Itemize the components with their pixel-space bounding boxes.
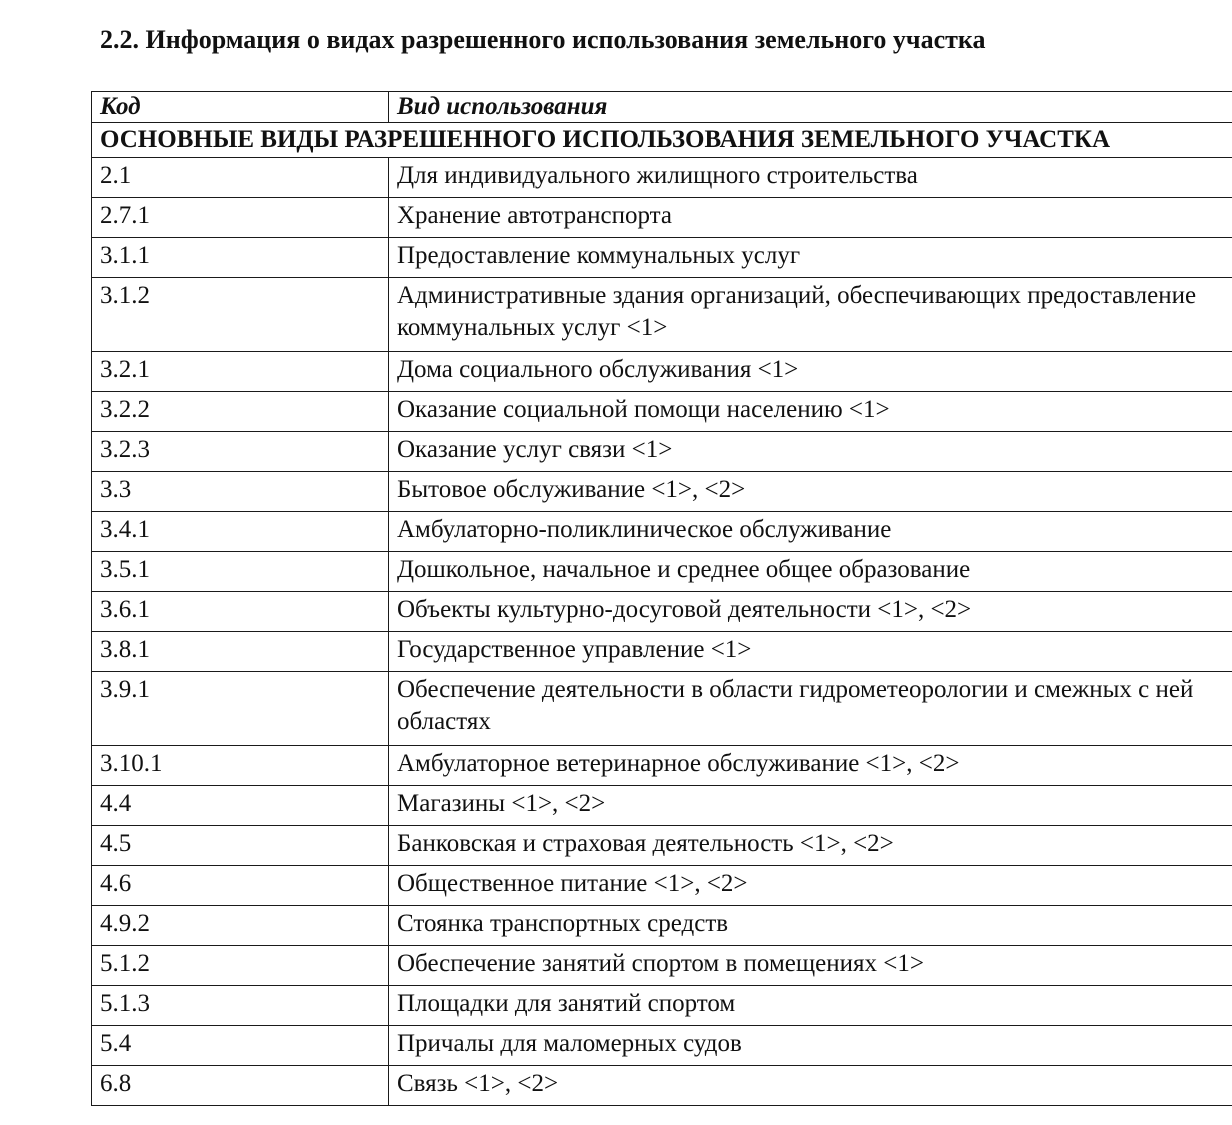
code-cell: 2.1 (92, 158, 389, 198)
table-row (92, 986, 1232, 1026)
code-cell: 6.8 (92, 1066, 389, 1106)
code-cell: 3.8.1 (92, 632, 389, 672)
code-cell: 4.9.2 (92, 906, 389, 946)
header-code: Код (92, 92, 389, 123)
code-cell: 3.2.1 (92, 352, 389, 392)
table-row (92, 198, 1232, 238)
table-row (92, 746, 1232, 786)
land-use-table (91, 91, 1232, 1106)
use-cell: Обеспечение деятельности в области гидрометеорологии и смежных с ней областях (389, 672, 1232, 746)
table-row (92, 552, 1232, 592)
table-row (92, 866, 1232, 906)
table-row (92, 672, 1232, 746)
use-cell: Государственное управление <1> (389, 632, 1232, 672)
code-cell: 3.10.1 (92, 746, 389, 786)
use-cell: Хранение автотранспорта (389, 198, 1232, 238)
use-cell: Объекты культурно-досуговой деятельности <1>, <2> (389, 592, 1232, 632)
code-cell: 3.1.2 (92, 278, 389, 352)
use-cell: Площадки для занятий спортом (389, 986, 1232, 1026)
use-cell: Банковская и страховая деятельность <1>, <2> (389, 826, 1232, 866)
code-cell: 3.1.1 (92, 238, 389, 278)
table-row (92, 278, 1232, 352)
use-cell: Дошкольное, начальное и среднее общее образование (389, 552, 1232, 592)
code-cell: 3.5.1 (92, 552, 389, 592)
code-cell: 3.4.1 (92, 512, 389, 552)
use-cell: Обеспечение занятий спортом в помещениях <1> (389, 946, 1232, 986)
table-row (92, 432, 1232, 472)
use-cell: Предоставление коммунальных услуг (389, 238, 1232, 278)
table-row (92, 238, 1232, 278)
use-cell: Амбулаторное ветеринарное обслуживание <1>, <2> (389, 746, 1232, 786)
use-cell: Для индивидуального жилищного строительства (389, 158, 1232, 198)
use-cell: Причалы для маломерных судов (389, 1026, 1232, 1066)
code-cell: 3.9.1 (92, 672, 389, 746)
section-title: ОСНОВНЫЕ ВИДЫ РАЗРЕШЕННОГО ИСПОЛЬЗОВАНИЯ ЗЕМЕЛЬНОГО УЧАСТКА (92, 123, 1232, 158)
table-row (92, 906, 1232, 946)
code-cell: 4.4 (92, 786, 389, 826)
code-cell: 3.3 (92, 472, 389, 512)
use-cell: Оказание услуг связи <1> (389, 432, 1232, 472)
table-row (92, 1066, 1232, 1106)
code-cell: 3.2.2 (92, 392, 389, 432)
table-row (92, 352, 1232, 392)
table-row (92, 946, 1232, 986)
use-cell: Оказание социальной помощи населению <1> (389, 392, 1232, 432)
header-use: Вид использования (389, 92, 1232, 123)
use-cell: Бытовое обслуживание <1>, <2> (389, 472, 1232, 512)
table-row (92, 592, 1232, 632)
code-cell: 2.7.1 (92, 198, 389, 238)
use-cell: Общественное питание <1>, <2> (389, 866, 1232, 906)
table-row (92, 392, 1232, 432)
table-row (92, 786, 1232, 826)
section-title-row (92, 123, 1232, 158)
use-cell: Административные здания организаций, обеспечивающих предоставление коммунальных услуг <1> (389, 278, 1232, 352)
table-row (92, 472, 1232, 512)
table-row (92, 1026, 1232, 1066)
use-cell: Связь <1>, <2> (389, 1066, 1232, 1106)
section-heading: 2.2. Информация о видах разрешенного использования земельного участка (100, 25, 986, 54)
use-cell: Стоянка транспортных средств (389, 906, 1232, 946)
code-cell: 5.4 (92, 1026, 389, 1066)
code-cell: 5.1.2 (92, 946, 389, 986)
code-cell: 5.1.3 (92, 986, 389, 1026)
table-row (92, 158, 1232, 198)
table-header-row (92, 92, 1232, 123)
use-cell: Амбулаторно-поликлиническое обслуживание (389, 512, 1232, 552)
table-row (92, 826, 1232, 866)
code-cell: 4.6 (92, 866, 389, 906)
use-cell: Магазины <1>, <2> (389, 786, 1232, 826)
use-cell: Дома социального обслуживания <1> (389, 352, 1232, 392)
code-cell: 3.6.1 (92, 592, 389, 632)
code-cell: 4.5 (92, 826, 389, 866)
code-cell: 3.2.3 (92, 432, 389, 472)
table-row (92, 632, 1232, 672)
table-row (92, 512, 1232, 552)
